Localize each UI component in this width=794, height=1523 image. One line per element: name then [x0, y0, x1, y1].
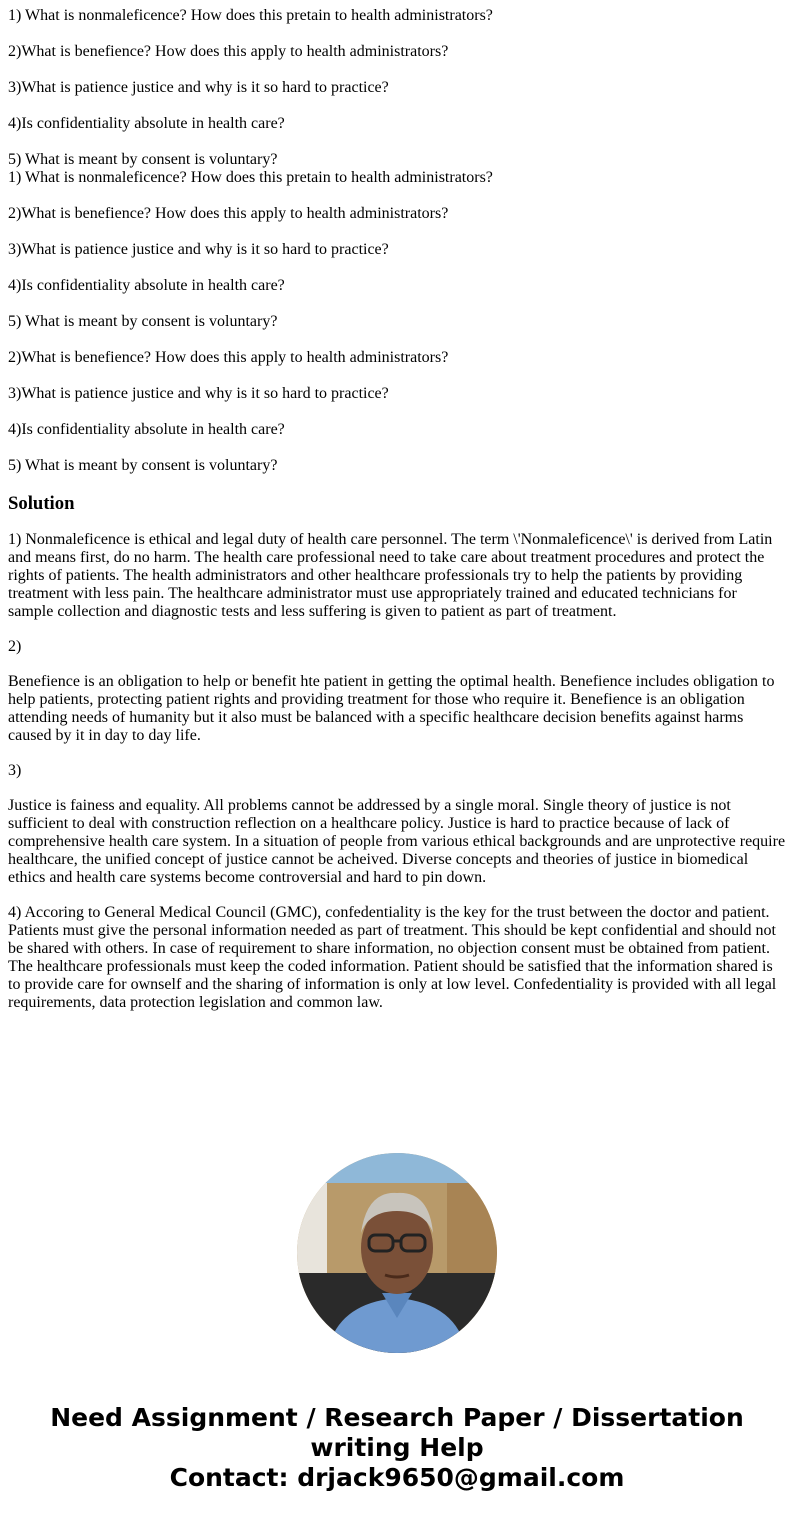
question: 4)Is confidentiality absolute in health care? [8, 277, 285, 294]
question: 2)What is benefience? How does this apply to health administrators? [8, 205, 449, 222]
solution-paragraph: 2) [8, 638, 22, 655]
question: 2)What is benefience? How does this apply to health administrators? [8, 349, 449, 366]
question: 5) What is meant by consent is voluntary? [8, 457, 278, 474]
question: 4)Is confidentiality absolute in health care? [8, 115, 285, 132]
solution-paragraph: 1) Nonmaleficence is ethical and legal duty of health care personnel. The term \'Nonmaleficence\' is derived from Latin and means first, do no harm. The health care professional need to take care about treatment procedures and protect the rights of patients. The health administrators and other healthcare professionals try to help the patients by providing treatment with less pain. The healthcare administrator must use appropriately trained and educated technicians for sample collection and diagnostic tests and less suffering is given to patient as part of treatment. [8, 531, 773, 620]
question: 3)What is patience justice and why is it so hard to practice? [8, 385, 389, 402]
question: 1) What is nonmaleficence? How does this pretain to health administrators? [8, 7, 493, 24]
questions-block-2 [8, 169, 786, 331]
question: 5) What is meant by consent is voluntary? [8, 151, 278, 168]
question: 4)Is confidentiality absolute in health care? [8, 421, 285, 438]
footer-line: Need Assignment / Research Paper / Dissertation [50, 1403, 744, 1432]
question: 5) What is meant by consent is voluntary? [8, 313, 278, 330]
questions-block-3 [8, 349, 786, 475]
questions-block-1 [8, 0, 786, 169]
solution-heading: Solution [8, 493, 75, 514]
contact-footer [0, 1403, 794, 1493]
solution-paragraph: Justice is fainess and equality. All problems cannot be addressed by a single moral. Single theory of justice is not sufficient to deal with construction reflection on a healthcare policy. Justice is hard to practice because of lack of comprehensive health care system. In a situation of people from various ethical backgrounds and are unprotective require healthcare, the unified concept of justice cannot be acheived. Diverse concepts and theories of justice in biomedical ethics and health care systems become controversial and hard to pin down. [8, 797, 786, 886]
question: 3)What is patience justice and why is it so hard to practice? [8, 79, 389, 96]
solution-paragraph: Benefience is an obligation to help or benefit hte patient in getting the optimal health. Benefience includes obligation to help patients, protecting patient rights and providing treatment for those who require it. Benefience is an obligation attending needs of humanity but it also must be balanced with a specific healthcare decision benefits against harms caused by it in day to day life. [8, 673, 775, 744]
author-photo [297, 1153, 497, 1353]
question: 2)What is benefience? How does this apply to health administrators? [8, 43, 449, 60]
question: 1) What is nonmaleficence? How does this pretain to health administrators? [8, 169, 493, 186]
footer-line: writing Help [310, 1433, 484, 1462]
solution-paragraph: 4) Accoring to General Medical Council (GMC), confedentiality is the key for the trust between the doctor and patient. Patients must give the personal information needed as part of treatment. This should be kept confidential and should not be shared with others. In case of requirement to share information, no objection consent must be obtained from patient. The healthcare professionals must keep the coded information. Patient should be satisfied that the information shared is to provide care for ownself and the sharing of information is only at low level. Confedentiality is provided with all legal requirements, data protection legislation and common law. [8, 904, 777, 1011]
question: 3)What is patience justice and why is it so hard to practice? [8, 241, 389, 258]
footer-contact: Contact: drjack9650@gmail.com [169, 1463, 625, 1492]
solution-paragraph: 3) [8, 762, 22, 779]
